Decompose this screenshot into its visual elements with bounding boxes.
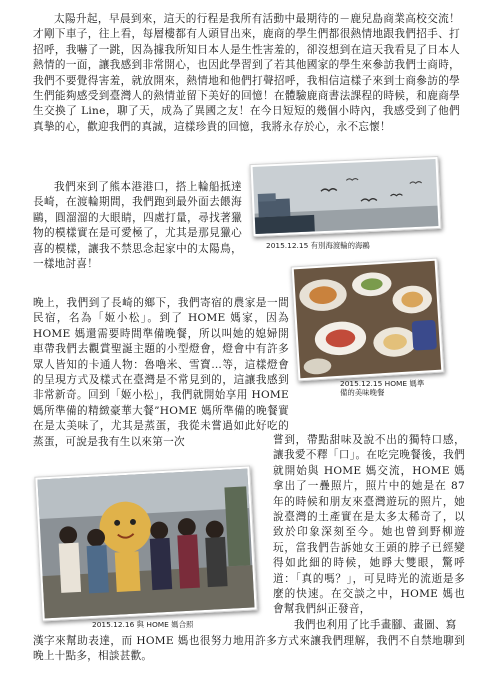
- seagull-photo-caption: 2015.12.15 有別海渡輪的海鷗: [266, 241, 370, 250]
- dinner-photo: [291, 258, 445, 382]
- paragraph-communication: 漢字來幫助表達，而 HOME 媽也很努力地用許多方式來讓我們理解，我們不自禁地聊到晚上十點多，相談甚歡。: [33, 635, 465, 663]
- paragraph-kagoshima-exchange: 太陽升起，早晨到來，這天的行程是我所有活動中最期待的－鹿兒島商業高校交流！才剛下車子，往上看，每層樓都有人頭冒出來，鹿商的學生們都很熱情地跟我們招手、打招呼，我嚇了一跳，因為據我所知日本人是生性害羞的，卻沒想到在這天我看見了日本人熱情的一面，讓我感到非常開心，也因此學習到了若其他國家的學生來參訪我們士商時，我們不要覺得害羞，就放開來，熱情地和他們打聲招呼，我相信這樣子來到士商參訪的學生們能夠感受到臺灣人的熱情並留下美好的回憶！在體驗鹿商書法課程的時候，和鹿商學生交換了 Line，聊了天，成為了異國之友！在今日短短的幾個小時內，我感受到了他們真摯的心，歡迎我們的真誠，這樣珍貴的回憶，我將永存於心，永不忘懷！: [33, 13, 460, 133]
- dinner-photo-image: [292, 259, 444, 381]
- dinner-photo-caption: 2015.12.15 HOME 媽準備的美味晚餐: [340, 379, 425, 397]
- seagull-photo-image: [251, 157, 441, 236]
- group-photo-caption: 2015.12.16 與 HOME 媽合照: [92, 620, 194, 629]
- paragraph-communication-line1: 我們也利用了比手畫腳、畫圖、寫: [294, 619, 457, 631]
- paragraph-homestay-dinner: 晚上，我們到了長崎的鄉下，我們寄宿的農家是一間民宿，名為「姬小松」。到了 HOME 媽家，因為 HOME 媽還需要時間準備晚餐，所以叫她的媳婦開車帶我們去觀賞聖誕主題的小型燈會，燈會中有許多眾人皆知的卡通人物：魯嚕米、雪寶…等，這樣燈會的呈現方式及樣式在臺灣是不常見到的，這讓我感到非常新奇。回到「姬小松」，我們就開始享用 HOME 媽所準備的精緻豪華大餐”HOME 媽所準備的晚餐實在是太美味了，尤其是蒸蛋，我從未嘗過如此好吃的蒸蛋，可說是我有生以來第一次: [33, 297, 289, 448]
- group-photo-image: [35, 466, 256, 620]
- group-photo: [34, 465, 257, 621]
- seagull-photo: [249, 156, 441, 237]
- paragraph-ferry-seagulls: 我們來到了熊本港港口，搭上輪船抵達長崎，在渡輪期間，我們跑到最外面去餵海鷗，圓溜溜的大眼睛，四處打量，尋找著獵物的模樣實在是可愛極了，尤其是那見獵心喜的模樣，讓我不禁思念起家中的太陽鳥，一樣地討喜！: [33, 181, 242, 271]
- paragraph-homestay-conversation: 嘗到，帶點甜味及說不出的獨特口感，讓我愛不釋「口」。在吃完晚餐後，我們就開始與 HOME 媽交流，HOME 媽拿出了一疊照片，照片中的她是在 87 年的時候和朋友來臺灣遊玩的照片，她說臺灣的土產實在是太多太稀奇了，以致於印象深刻至今。她也曾到野柳遊玩，當我們告訴她女王頭的脖子已經變得如此細的時候，她睜大雙眼，驚呼道：「真的嗎？」，可見時光的流逝是多麼的快速。在交談之中，HOME 媽也會幫我們糾正發音，: [273, 434, 465, 616]
